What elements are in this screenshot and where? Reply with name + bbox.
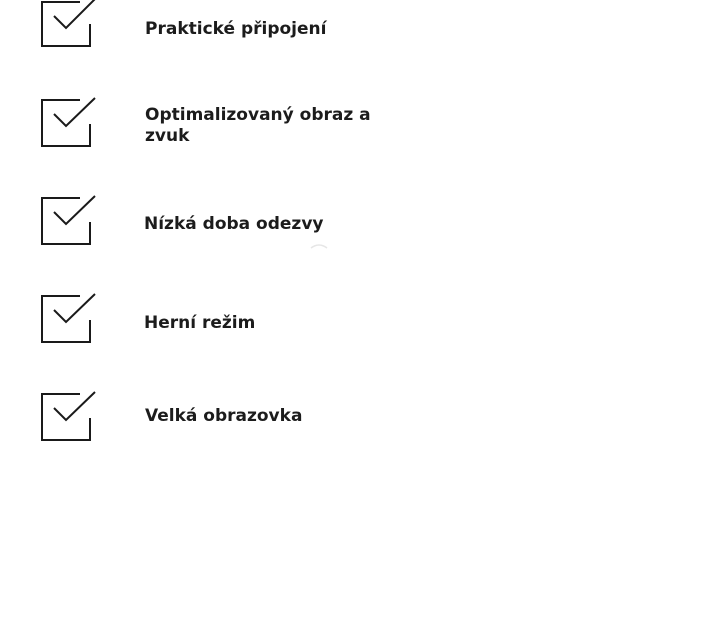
checkbox-checked-icon <box>40 290 98 344</box>
checkbox-checked-icon <box>40 94 98 148</box>
decorative-mark <box>310 234 328 240</box>
feature-item-nízká-doba-odezvy <box>40 192 380 246</box>
feature-item-optimalizovaný-obraz <box>40 94 380 148</box>
feature-label: Optimalizovaný obraz a zvuk <box>145 105 371 146</box>
feature-label: Praktické připojení <box>145 19 327 39</box>
feature-item-herní-režim <box>40 290 380 344</box>
feature-label: Herní režim <box>144 313 256 333</box>
feature-item-praktické-připojení <box>40 0 380 48</box>
checkbox-checked-icon <box>40 192 98 246</box>
checkbox-checked-icon <box>40 0 98 48</box>
checkbox-checked-icon <box>40 388 98 442</box>
feature-label: Velká obrazovka <box>145 406 303 426</box>
feature-item-velká-obrazovka <box>40 388 380 442</box>
feature-label: Nízká doba odezvy <box>144 214 324 234</box>
